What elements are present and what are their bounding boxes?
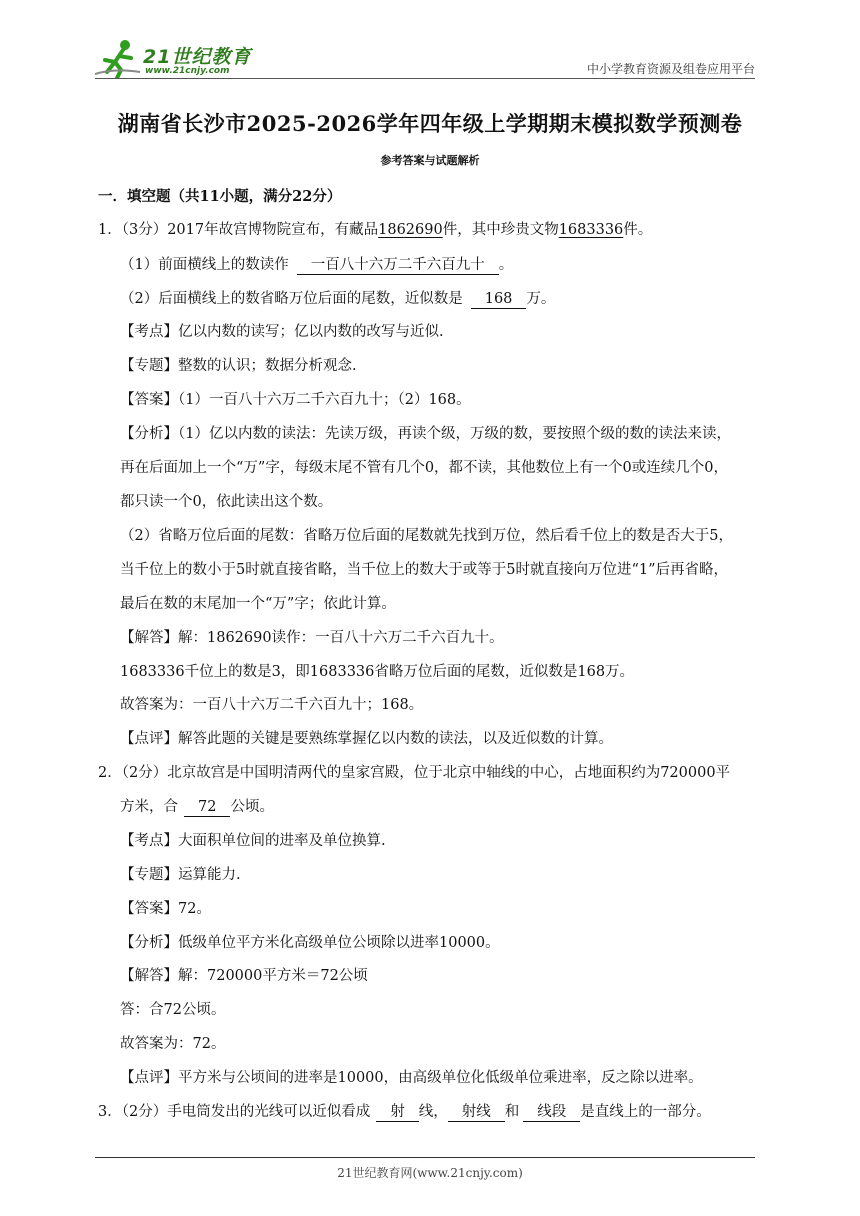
zhuanti-line: 【专题】运算能力. bbox=[120, 867, 241, 883]
answer-blank: 168 bbox=[471, 291, 527, 309]
solution-line: 答：合72公顷。 bbox=[120, 1002, 226, 1018]
question-number: 3． bbox=[98, 1104, 122, 1120]
kaodian-line: 【考点】大面积单位间的进率及单位换算. bbox=[120, 833, 386, 849]
solution-line: 【解答】解：720000平方米＝72公顷 bbox=[120, 968, 368, 984]
solution-line: 故答案为：72。 bbox=[120, 1036, 226, 1052]
sub-question-text: 万。 bbox=[526, 291, 556, 307]
analysis-line: 再在后面加上一个“万”字，每级末尾不管有几个0，都不读，其他数位上有一个0或连续几个0， bbox=[120, 460, 728, 476]
question-text: 方米，合 bbox=[120, 799, 178, 815]
document-subtitle: 参考答案与试题解析 bbox=[380, 154, 480, 167]
section-heading: 一．填空题（共11小题，满分22分） bbox=[98, 188, 342, 205]
question-text: 公顷。 bbox=[230, 799, 274, 815]
analysis-line: （2）省略万位后面的尾数：省略万位后面的尾数就先找到万位，然后看千位上的数是否大于5， bbox=[120, 528, 733, 544]
sub-question-text: （1）前面横线上的数读作 bbox=[120, 257, 289, 273]
solution-line: 【解答】解：1862690读作：一百八十六万二千六百九十。 bbox=[120, 630, 504, 646]
question-2 bbox=[98, 761, 730, 782]
analysis-line: 最后在数的末尾加一个“万”字；依此计算。 bbox=[120, 596, 396, 612]
question-text-continued bbox=[120, 795, 274, 817]
sub-question-text: 。 bbox=[498, 257, 514, 273]
logo-text: 21世纪教育 bbox=[143, 46, 252, 68]
zhuanti-line: 【专题】整数的认识；数据分析观念. bbox=[120, 358, 357, 374]
answer-blank: 72 bbox=[184, 799, 230, 817]
header-divider bbox=[95, 78, 755, 79]
sub-question-text: （2）后面横线上的数省略万位后面的尾数，近似数是 bbox=[120, 291, 463, 307]
comment-line: 【点评】平方米与公顷间的进率是10000，由高级单位化低级单位乘进率，反之除以进率。 bbox=[120, 1070, 703, 1086]
question-text: （2分）北京故宫是中国明清两代的皇家宫殿，位于北京中轴线的中心，占地面积约为720000平 bbox=[121, 765, 731, 781]
question-1 bbox=[98, 218, 652, 239]
document-title: 湖南省长沙市2025-2026学年四年级上学期期末模拟数学预测卷 bbox=[117, 111, 743, 136]
analysis-line: 【分析】（1）亿以内数的读法：先读万级，再读个级，万级的数，要按照个级的数的读法来读， bbox=[120, 426, 731, 442]
question-text: （3分）2017年故宫博物院宣布，有藏品 bbox=[121, 222, 379, 238]
solution-line: 1683336千位上的数是3，即1683336省略万位后面的尾数，近似数是168万。 bbox=[120, 664, 635, 680]
analysis-line: 【分析】低级单位平方米化高级单位公顷除以进率10000。 bbox=[120, 935, 500, 951]
solution-line: 故答案为：一百八十六万二千六百九十；168。 bbox=[120, 697, 424, 713]
question-text: 是直线上的一部分。 bbox=[580, 1104, 711, 1120]
question-text: （2分）手电筒发出的光线可以近似看成 bbox=[121, 1104, 371, 1120]
logo-url: www.21cnjy.com bbox=[145, 66, 230, 76]
answer-blank: 线段 bbox=[523, 1104, 580, 1122]
analysis-line: 当千位上的数小于5时就直接省略，当千位上的数大于或等于5时就直接向万位进“1”后再省略， bbox=[120, 562, 728, 578]
answer-blank: 一百八十六万二千六百九十 bbox=[297, 257, 499, 275]
question-3 bbox=[98, 1100, 711, 1122]
answer-blank: 射 bbox=[376, 1104, 419, 1122]
question-text: 和 bbox=[504, 1104, 520, 1120]
underlined-number: 1683336 bbox=[558, 222, 624, 238]
platform-name: 中小学教育资源及组卷应用平台 bbox=[586, 62, 755, 76]
site-logo bbox=[95, 38, 255, 78]
comment-line: 【点评】解答此题的关键是要熟练掌握亿以内数的读法，以及近似数的计算。 bbox=[120, 731, 613, 747]
analysis-line: 都只读一个0，依此读出这个数。 bbox=[120, 494, 333, 510]
question-text: 线， bbox=[418, 1104, 448, 1120]
kaodian-line: 【考点】亿以内数的读写；亿以内数的改写与近似. bbox=[120, 324, 444, 340]
sub-question bbox=[120, 253, 513, 275]
answer-blank: 射线 bbox=[448, 1104, 505, 1122]
answer-line: 【答案】72。 bbox=[120, 901, 211, 917]
underlined-number: 1862690 bbox=[378, 222, 443, 238]
page-header bbox=[95, 30, 755, 80]
footer-divider bbox=[95, 1157, 755, 1158]
question-text: 件。 bbox=[623, 222, 653, 238]
runner-logo-icon bbox=[95, 38, 145, 78]
answer-line: 【答案】（1）一百八十六万二千六百九十；（2）168。 bbox=[120, 392, 471, 408]
question-text: 件，其中珍贵文物 bbox=[442, 222, 559, 238]
question-number: 1． bbox=[98, 222, 122, 238]
page-footer: 21世纪教育网(www.21cnjy.com) bbox=[337, 1166, 523, 1180]
question-number: 2． bbox=[98, 765, 122, 781]
sub-question bbox=[120, 287, 555, 309]
